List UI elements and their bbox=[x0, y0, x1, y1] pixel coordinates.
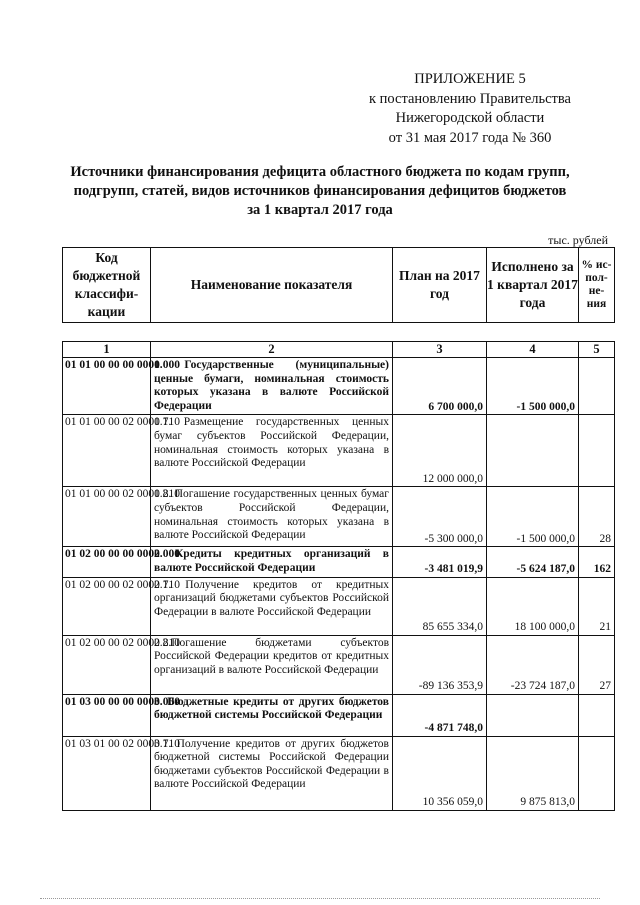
row-code: 01 02 00 00 00 0000 000 bbox=[63, 547, 151, 577]
title-line-1: Источники финансирования дефицита областного бюджета по кодам групп, bbox=[70, 164, 570, 180]
col-number: 1 bbox=[63, 342, 151, 358]
row-code: 01 02 00 00 02 0000 710 bbox=[63, 577, 151, 635]
header-table bbox=[62, 247, 615, 323]
row-percent bbox=[579, 415, 615, 487]
col-number: 3 bbox=[393, 342, 487, 358]
row-percent bbox=[579, 358, 615, 415]
row-code: 01 03 00 00 00 0000 000 bbox=[63, 694, 151, 736]
table-row bbox=[63, 635, 615, 694]
row-code: 01 01 00 00 00 0000 000 bbox=[63, 358, 151, 415]
title-line-3: за 1 квартал 2017 года bbox=[247, 202, 393, 218]
row-done bbox=[487, 415, 579, 487]
table-row bbox=[63, 547, 615, 577]
sources-table bbox=[62, 341, 615, 811]
appendix-header bbox=[340, 70, 600, 148]
row-percent bbox=[579, 694, 615, 736]
row-percent: 28 bbox=[579, 487, 615, 547]
row-name: 1. Государственные (муниципальные) ценные бумаги, номинальная стоимость которых указана в валюте Российской Федерации bbox=[151, 358, 393, 415]
col-number: 2 bbox=[151, 342, 393, 358]
column-number-row bbox=[63, 342, 615, 358]
row-name: 2.2.Погашение бюджетами субъектов Российской Федерации кредитов от кредитных организаций в валюте Российской Федерации bbox=[151, 635, 393, 694]
header-percent: % ис-пол-не-ния bbox=[579, 248, 615, 323]
row-code: 01 02 00 00 02 0000 810 bbox=[63, 635, 151, 694]
scan-edge-divider bbox=[40, 898, 600, 901]
row-done: 9 875 813,0 bbox=[487, 736, 579, 810]
row-percent: 21 bbox=[579, 577, 615, 635]
row-name: 3.1. Получение кредитов от других бюджетов бюджетной системы Российской Федерации бюджетами субъектов Российской Федерации в валюте Российской Федерации bbox=[151, 736, 393, 810]
row-plan: -3 481 019,9 bbox=[393, 547, 487, 577]
row-done: 18 100 000,0 bbox=[487, 577, 579, 635]
row-percent: 162 bbox=[579, 547, 615, 577]
row-percent: 27 bbox=[579, 635, 615, 694]
row-done: -1 500 000,0 bbox=[487, 358, 579, 415]
table-row bbox=[63, 736, 615, 810]
row-name: 2.1. Получение кредитов от кредитных организаций бюджетами субъектов Российской Федерации в валюте Российской Федерации bbox=[151, 577, 393, 635]
header-name: Наименование показателя bbox=[151, 248, 393, 323]
row-done: -5 624 187,0 bbox=[487, 547, 579, 577]
row-percent bbox=[579, 736, 615, 810]
table-row bbox=[63, 358, 615, 415]
row-plan: 85 655 334,0 bbox=[393, 577, 487, 635]
row-plan: 12 000 000,0 bbox=[393, 415, 487, 487]
row-done bbox=[487, 694, 579, 736]
units-label: тыс. рублей bbox=[548, 233, 608, 247]
col-number: 5 bbox=[579, 342, 615, 358]
row-code: 01 01 00 00 02 0000 810 bbox=[63, 487, 151, 547]
row-done: -23 724 187,0 bbox=[487, 635, 579, 694]
row-plan: -4 871 748,0 bbox=[393, 694, 487, 736]
table-row bbox=[63, 577, 615, 635]
row-plan: 6 700 000,0 bbox=[393, 358, 487, 415]
row-code: 01 03 01 00 02 0000 710 bbox=[63, 736, 151, 810]
header-done: Исполнено за 1 квартал 2017 года bbox=[487, 248, 579, 323]
table-row bbox=[63, 487, 615, 547]
table-row bbox=[63, 694, 615, 736]
appendix-decree: к постановлению Правительства bbox=[369, 90, 571, 107]
row-name: 1.2. Погашение государственных ценных бумаг субъектов Российской Федерации, номинальная стоимость которых указана в валюте Российской Федерации bbox=[151, 487, 393, 547]
row-plan: -89 136 353,9 bbox=[393, 635, 487, 694]
appendix-region: Нижегородской области bbox=[395, 110, 545, 126]
row-name: 3. Бюджетные кредиты от других бюджетов бюджетной системы Российской Федерации bbox=[151, 694, 393, 736]
header-plan: План на 2017 год bbox=[393, 248, 487, 323]
title-line-2: подгрупп, статей, видов источников финансирования дефицитов бюджетов bbox=[73, 183, 567, 199]
row-plan: -5 300 000,0 bbox=[393, 487, 487, 547]
header-code: Код бюджетной классифи-кации bbox=[63, 248, 151, 323]
row-name: 1.1. Размещение государственных ценных бумаг субъектов Российской Федерации, номинальная стоимость которых указана в валюте Российской Федерации bbox=[151, 415, 393, 487]
row-plan: 10 356 059,0 bbox=[393, 736, 487, 810]
page-title bbox=[40, 163, 600, 220]
appendix-label: ПРИЛОЖЕНИЕ 5 bbox=[414, 71, 526, 87]
row-code: 01 01 00 00 02 0000 710 bbox=[63, 415, 151, 487]
appendix-date: от 31 мая 2017 года № 360 bbox=[388, 129, 552, 146]
row-done: -1 500 000,0 bbox=[487, 487, 579, 547]
row-name: 2. Кредиты кредитных организаций в валюте Российской Федерации bbox=[151, 547, 393, 577]
table-row bbox=[63, 415, 615, 487]
col-number: 4 bbox=[487, 342, 579, 358]
